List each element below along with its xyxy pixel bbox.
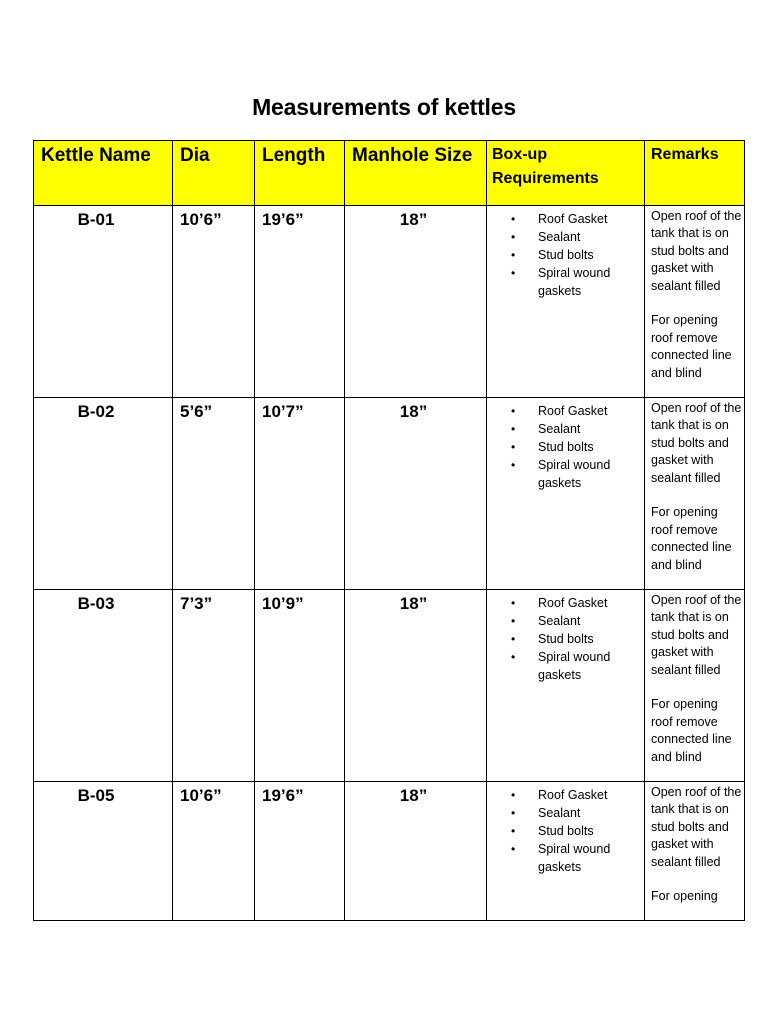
header-manhole-size: Manhole Size (345, 141, 487, 206)
header-remarks: Remarks (645, 141, 745, 206)
box-up-requirements-cell (487, 398, 645, 590)
manhole-size-cell: 18” (345, 206, 487, 398)
bullet-icon: • (511, 404, 516, 418)
bullet-icon: • (511, 788, 516, 802)
remark-text: Open roof of the tank that is on stud bolts and gasket with sealant filled (651, 209, 742, 293)
list-item: • Stud bolts (511, 440, 594, 454)
requirements-list (487, 594, 644, 684)
box-up-requirements-cell (487, 206, 645, 398)
bullet-icon: • (511, 248, 516, 262)
length-cell: 19’6” (255, 782, 345, 921)
bullet-icon: • (511, 632, 516, 646)
kettle-name-cell: B-01 (34, 206, 173, 398)
remarks-cell (645, 398, 745, 590)
list-item: • Stud bolts (511, 824, 594, 838)
remark-text: Open roof of the tank that is on stud bolts and gasket with sealant filled (651, 785, 742, 869)
bullet-icon: • (511, 266, 516, 280)
header-dia: Dia (173, 141, 255, 206)
header-length: Length (255, 141, 345, 206)
list-item: • Roof Gasket (511, 788, 608, 802)
header-kettle-name: Kettle Name (34, 141, 173, 206)
bullet-icon: • (511, 842, 516, 856)
page-title: Measurements of kettles (252, 94, 516, 120)
list-item: • Spiral wound gaskets (511, 458, 611, 490)
table-row (34, 782, 745, 921)
list-item: • Stud bolts (511, 632, 594, 646)
list-item: • Sealant (511, 230, 581, 244)
list-item: • Roof Gasket (511, 596, 608, 610)
remark-text: For opening roof remove connected line and blind (651, 505, 732, 572)
list-item: • Spiral wound gaskets (511, 266, 611, 298)
dia-cell: 10’6” (173, 206, 255, 398)
list-item: • Spiral wound gaskets (511, 842, 611, 874)
table-row (34, 206, 745, 398)
remark-text: For opening roof remove connected line and blind (651, 313, 732, 380)
bullet-icon: • (511, 596, 516, 610)
list-item: • Sealant (511, 614, 581, 628)
bullet-icon: • (511, 806, 516, 820)
list-item: • Sealant (511, 422, 581, 436)
remarks-cell (645, 590, 745, 782)
list-item: • Sealant (511, 806, 581, 820)
dia-cell: 5’6” (173, 398, 255, 590)
manhole-size-cell: 18” (345, 590, 487, 782)
bullet-icon: • (511, 230, 516, 244)
dia-cell: 10’6” (173, 782, 255, 921)
remarks-cell (645, 782, 745, 921)
list-item: • Roof Gasket (511, 212, 608, 226)
box-up-requirements-cell (487, 782, 645, 921)
list-item: • Spiral wound gaskets (511, 650, 611, 682)
list-item: • Roof Gasket (511, 404, 608, 418)
remark-text: Open roof of the tank that is on stud bolts and gasket with sealant filled (651, 593, 742, 677)
bullet-icon: • (511, 614, 516, 628)
length-cell: 10’7” (255, 398, 345, 590)
kettles-table (33, 140, 745, 921)
bullet-icon: • (511, 458, 516, 472)
kettle-name-cell: B-03 (34, 590, 173, 782)
list-item: • Stud bolts (511, 248, 594, 262)
requirements-list (487, 402, 644, 492)
bullet-icon: • (511, 212, 516, 226)
length-cell: 10’9” (255, 590, 345, 782)
length-cell: 19’6” (255, 206, 345, 398)
requirements-list (487, 210, 644, 300)
box-up-requirements-cell (487, 590, 645, 782)
remark-text: For opening roof remove connected line and blind (651, 697, 732, 764)
kettle-name-cell: B-02 (34, 398, 173, 590)
header-box-up-requirements: Box-up Requirements (487, 141, 645, 206)
requirements-list (487, 786, 644, 876)
remark-text: Open roof of the tank that is on stud bolts and gasket with sealant filled (651, 401, 742, 485)
bullet-icon: • (511, 650, 516, 664)
remark-text: For opening (651, 889, 718, 904)
table-row (34, 398, 745, 590)
manhole-size-cell: 18” (345, 398, 487, 590)
bullet-icon: • (511, 440, 516, 454)
manhole-size-cell: 18” (345, 782, 487, 921)
kettle-name-cell: B-05 (34, 782, 173, 921)
table-header-row (34, 141, 745, 206)
bullet-icon: • (511, 422, 516, 436)
dia-cell: 7’3” (173, 590, 255, 782)
remarks-cell (645, 206, 745, 398)
table-row (34, 590, 745, 782)
bullet-icon: • (511, 824, 516, 838)
